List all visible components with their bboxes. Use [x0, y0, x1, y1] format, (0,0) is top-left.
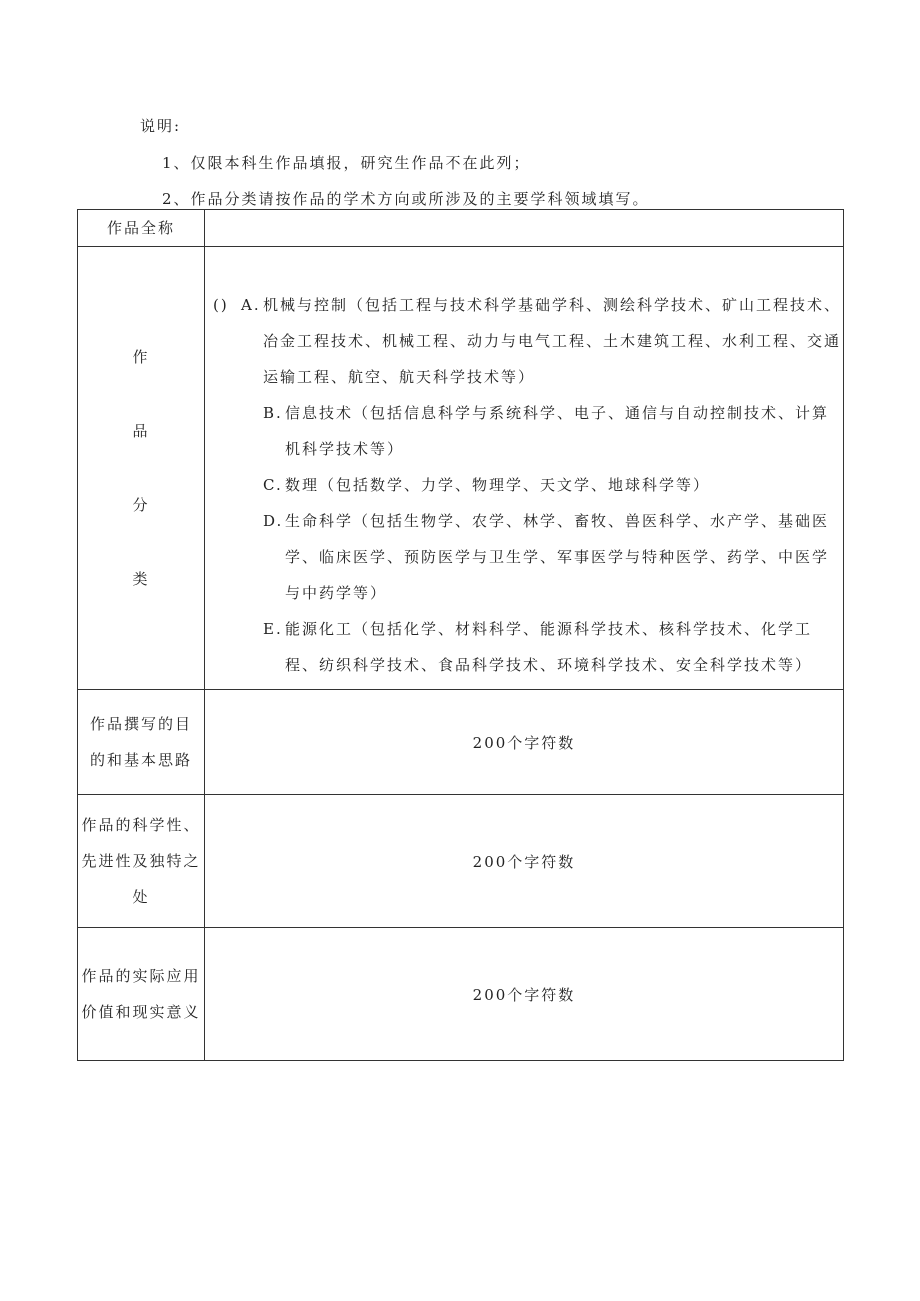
submission-form-table: [77, 209, 844, 1061]
purpose-row: [78, 690, 844, 795]
work-name-field[interactable]: [205, 210, 844, 247]
innovation-field[interactable]: 200个字符数: [205, 795, 844, 928]
work-name-row: [78, 210, 844, 247]
application-row: [78, 928, 844, 1061]
label-line: 的和基本思路: [89, 751, 192, 769]
category-text: 生命科学（包括生物学、农学、林学、畜牧、兽医科学、水产学、基础医学、临床医学、预防医学与卫生学、军事医学与特种医学、药学、中医学与中药学等）: [285, 512, 830, 602]
category-label-char: 品: [132, 422, 150, 440]
category-option-b[interactable]: [263, 395, 843, 467]
category-row: [78, 247, 844, 690]
label-line: 作品的实际应用: [81, 967, 201, 985]
label-line: 处: [132, 888, 150, 906]
category-option-d[interactable]: [263, 503, 843, 611]
category-text: 机械与控制（包括工程与技术科学基础学科、测绘科学技术、矿山工程技术、冶金工程技术、机械工程、动力与电气工程、土木建筑工程、水利工程、交通运输工程、航空、航天科学技术等）: [263, 296, 842, 386]
category-letter: E.: [263, 620, 283, 638]
application-label: [78, 928, 205, 1061]
category-letter: D.: [263, 512, 284, 530]
category-letter: C.: [263, 476, 283, 494]
category-option-c[interactable]: [263, 467, 843, 503]
category-label-char: 分: [132, 496, 150, 514]
category-text: 能源化工（包括化学、材料科学、能源科学技术、核科学技术、化学工程、纺织科学技术、食品科学技术、环境科学技术、安全科学技术等）: [285, 620, 813, 674]
category-option-a[interactable]: [241, 287, 843, 395]
category-option-e[interactable]: [263, 611, 843, 683]
instruction-line-2: 2、作品分类请按作品的学术方向或所涉及的主要学科领域填写。: [162, 190, 650, 208]
category-letter: B.: [263, 404, 283, 422]
label-line: 作品的科学性、: [81, 816, 201, 834]
instruction-line-1: 1、仅限本科生作品填报，研究生作品不在此列；: [162, 154, 531, 172]
label-line: 价值和现实意义: [81, 1003, 201, 1021]
purpose-label: [78, 690, 205, 795]
category-label-char: 类: [132, 570, 150, 588]
instructions-title: 说明:: [140, 117, 182, 135]
category-text: 数理（包括数学、力学、物理学、天文学、地球科学等）: [285, 476, 711, 494]
innovation-row: [78, 795, 844, 928]
application-field[interactable]: 200个字符数: [205, 928, 844, 1061]
category-options: [205, 247, 844, 690]
work-name-label: 作品全称: [78, 210, 205, 247]
label-line: 先进性及独特之: [81, 852, 201, 870]
innovation-label: [78, 795, 205, 928]
category-choice-blank[interactable]: (): [213, 296, 229, 314]
category-label-char: 作: [132, 348, 150, 366]
label-line: 作品撰写的目: [89, 715, 192, 733]
category-letter: A.: [241, 296, 261, 314]
category-text: 信息技术（包括信息科学与系统科学、电子、通信与自动控制技术、计算机科学技术等）: [285, 404, 830, 458]
purpose-field[interactable]: 200个字符数: [205, 690, 844, 795]
category-label: [78, 247, 205, 690]
